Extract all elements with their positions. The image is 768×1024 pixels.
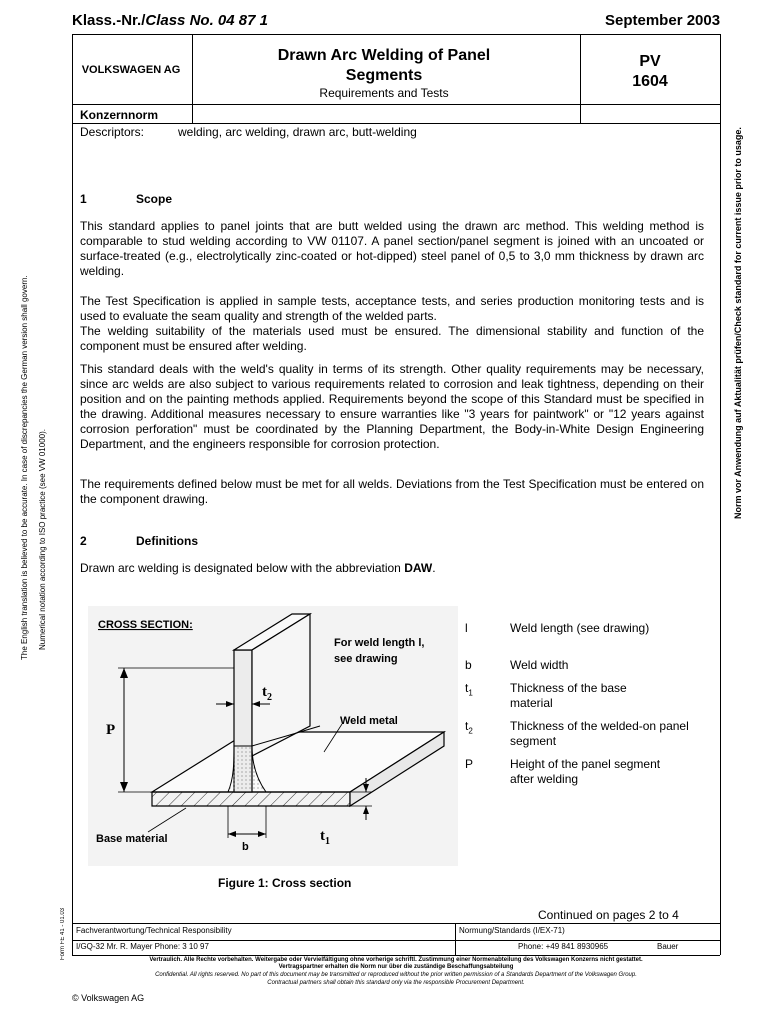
standards-label: Normung/Standards (I/EX-71) <box>459 926 565 935</box>
footer-border-left <box>72 940 73 955</box>
class-number-value: Class No. 04 87 1 <box>145 12 268 29</box>
scope-paragraph-3: The welding suitability of the materials used must be ensured. The dimensional stability and function of the component must be ensured after welding. <box>80 324 704 353</box>
class-number-prefix: Klass.-Nr./ <box>72 12 146 29</box>
section-heading-definitions <box>80 534 198 548</box>
definitions-text-before: Drawn arc welding is designated below with the abbreviation <box>80 561 405 575</box>
label-t2: $t_2$ <box>262 684 272 703</box>
label-base-material: Base material <box>96 833 168 845</box>
daw-abbreviation: DAW <box>404 561 433 575</box>
definitions-text <box>80 561 704 576</box>
label-b: b <box>242 841 249 853</box>
legend-text-l: Weld length (see drawing) <box>510 621 650 635</box>
legal-english-2: Contractual partners shall obtain this standard only via the responsible Procurement Department. <box>267 980 525 986</box>
legend-symbol-b: b <box>465 658 472 672</box>
legend-symbol-l: l <box>465 621 468 635</box>
descriptors-label: Descriptors: <box>80 125 145 139</box>
document-prefix: PV <box>639 53 661 70</box>
standards-name: Bauer <box>657 942 679 951</box>
scope-paragraph-1: This standard applies to panel joints that are butt welded using the drawn arc method. This welding method is comparable to stud welding according to VW 01107. A panel section/panel segment is joined with an uncoated or surface-treated (e.g., electrolytically zinc-coated or hot-dipped) steel panel of 0,5 to 3,0 mm thickness by drawn arc welding. <box>80 219 704 278</box>
title-line-1: Drawn Arc Welding of Panel <box>277 47 491 64</box>
section-title: Definitions <box>136 534 198 548</box>
scope-paragraph-4: This standard deals with the weld's quality in terms of its strength. Other quality requirements may be necessary, since arc welds are also subject to various requirements related to corrosion and leak tightness, depending on their position and on the painting methods applied. Requirements beyond the scope of this Standard must be specified in the drawing. Additional measures necessary to ensure warranties like "3 years for paintwork" or "12 years against corrosion perforation" must be coordinated by the Planning Department, the Body-in-White Design Engineering Department, and the engineers responsible for corrosion protection. <box>80 362 704 451</box>
header-border-bottom <box>72 123 720 124</box>
document-subtitle: Requirements and Tests <box>319 86 449 100</box>
scope-paragraph-2: The Test Specification is applied in sample tests, acceptance tests, and series production monitoring tests and is used to evaluate the seam quality and strength of the welded parts. <box>80 294 704 323</box>
class-number <box>72 12 268 29</box>
legend-text-t2: Thickness of the welded-on panel segment <box>510 719 689 748</box>
konzernnorm-label: Konzernnorm <box>80 108 158 122</box>
company-name: VOLKSWAGEN AG <box>81 64 181 76</box>
side-note-check-standard: Norm vor Anwendung auf Aktualität prüfen/Check standard for current issue prior to usage. <box>733 127 743 519</box>
side-note-notation: Numerical notation according to ISO practice (see VW 01000). <box>38 429 47 650</box>
label-p: P <box>106 722 116 738</box>
scope-paragraph-5: The requirements defined below must be met for all welds. Deviations from the Test Specification must be entered on the component drawing. <box>80 477 704 506</box>
legend-symbol-t1: $t_1$ <box>465 681 473 698</box>
document-title <box>196 46 572 86</box>
cross-section-figure <box>88 606 458 866</box>
issue-date: September 2003 <box>605 12 721 29</box>
document-number <box>580 52 720 92</box>
section-heading-scope <box>80 192 172 206</box>
label-weld-metal: Weld metal <box>340 715 398 727</box>
side-note-translation: The English translation is believed to be accurate. In case of discrepancies the German version shall govern. <box>20 275 29 660</box>
header-divider <box>72 104 720 105</box>
legend-text-t1: Thickness of the base material <box>510 681 627 710</box>
legend-symbol-p: P <box>465 757 474 771</box>
legend-text-p: Height of the panel segment after welding <box>510 757 661 786</box>
continued-note: Continued on pages 2 to 4 <box>538 908 679 922</box>
footer-col <box>455 923 456 955</box>
header-border-top <box>72 34 720 35</box>
figure-caption: Figure 1: Cross section <box>218 876 352 890</box>
standards-phone: Phone: +49 841 8930965 <box>518 942 609 951</box>
footer-border-bottom <box>72 955 720 956</box>
legal-english-1: Confidential. All rights reserved. No part of this document may be transmitted or reproduced without the prior written permission of a Standards Department of the Volkswagen Group. <box>155 972 637 978</box>
section-number: 2 <box>80 534 87 548</box>
section-number: 1 <box>80 192 87 206</box>
form-code: Form FE 41 - 01.03 <box>60 907 66 960</box>
title-line-2: Segments <box>345 67 423 84</box>
copyright: © Volkswagen AG <box>72 993 145 1003</box>
responsibility-label: Fachverantwortung/Technical Responsibility <box>76 926 232 935</box>
figure-heading: CROSS SECTION: <box>98 619 193 631</box>
header-col-1 <box>192 34 193 123</box>
definitions-text-after: . <box>432 561 436 575</box>
legal-german-2: Vertragspartner erhalten die Norm nur über die zuständige Beschaffungsabteilung <box>278 964 514 970</box>
footer-border-top <box>72 923 720 924</box>
label-weld-length-1: For weld length l, <box>334 637 425 649</box>
page-border-left <box>72 34 73 940</box>
label-weld-length-2: see drawing <box>334 653 398 665</box>
legend-symbol-t2: $t_2$ <box>465 719 473 736</box>
base-plate-front <box>152 792 350 806</box>
legal-german-1: Vertraulich. Alle Rechte vorbehalten. Weitergabe oder Vervielfältigung ohne vorherige schriftl. Zustimmung einer Normenabteilung des Volkswagen Konzerns nicht gestattet. <box>149 957 643 963</box>
document-number-value: 1604 <box>632 73 668 90</box>
footer-divider <box>72 940 720 941</box>
footer-border-right <box>720 940 721 955</box>
descriptors-value: welding, arc welding, drawn arc, butt-welding <box>178 125 417 139</box>
page-border-right <box>720 34 721 940</box>
legend-text-b: Weld width <box>510 658 569 672</box>
label-t1: $t_1$ <box>320 828 330 847</box>
section-title: Scope <box>136 192 173 206</box>
responsibility-detail: I/GQ-32 Mr. R. Mayer Phone: 3 10 97 <box>76 942 209 951</box>
